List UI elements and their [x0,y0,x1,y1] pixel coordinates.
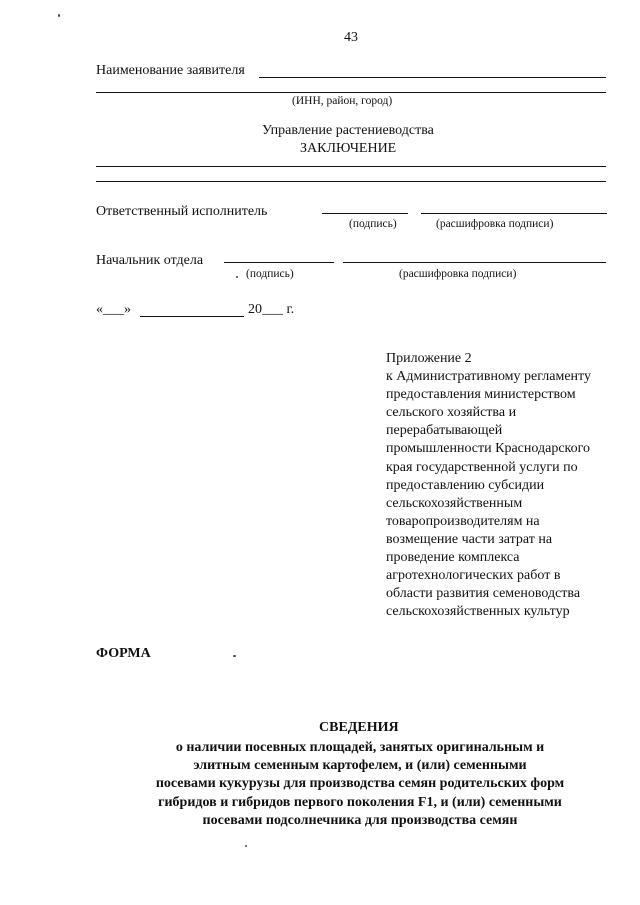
inn-caption: (ИНН, район, город) [292,95,393,107]
appendix-line: области развития семеноводства [386,586,581,602]
appendix-line: сельскохозяйственных культур [386,604,570,620]
date-month-line[interactable] [140,316,244,317]
date-year[interactable]: 20___ г. [248,302,295,317]
svedenia-title: СВЕДЕНИЯ [319,720,399,735]
responsible-label: Ответственный исполнитель [96,204,268,219]
applicant-name-line[interactable] [259,77,606,78]
appendix-line: проведение комплекса [386,550,520,566]
svedenia-line: посевами кукурузы для производства семян родительских форм [155,776,565,792]
appendix-line: агротехнологических работ в [386,568,561,584]
appendix-line: возмещение части затрат на [386,531,553,547]
appendix-line: сельскохозяйственным [386,495,523,511]
head-signature-caption: (подпись) [246,268,294,280]
appendix-block [386,350,626,621]
svedenia-line: гибридов и гибридов первого поколения F1, и (или) семенными [158,794,562,810]
head-decoding-caption: (расшифровка подписи) [399,268,517,280]
responsible-signature-line[interactable] [322,213,408,214]
page-number: 43 [344,30,358,45]
appendix-line: промышленности Краснодарского [386,441,591,457]
conclusion-line-1[interactable] [96,166,606,167]
date-day[interactable]: «___» [96,302,131,317]
head-decoding-line[interactable] [343,262,606,263]
applicant-details-line[interactable] [96,92,606,93]
scan-speck [58,14,60,17]
form-label: ФОРМА [96,646,151,661]
svedenia-line: посевами подсолнечника для производства семян [202,812,518,828]
svedenia-line: о наличии посевных площадей, занятых оригинальным и [175,740,545,755]
conclusion-line-2[interactable] [96,181,606,182]
scan-speck [233,655,236,657]
responsible-decoding-line[interactable] [421,213,607,214]
applicant-label: Наименование заявителя [96,63,245,78]
svedenia-subtitle [80,739,640,830]
appendix-line: перерабатывающей [386,423,503,439]
responsible-signature-caption: (подпись) [349,218,397,230]
head-signature-line[interactable] [224,262,334,263]
appendix-line: края государственной услуги по [386,459,578,475]
conclusion-title: ЗАКЛЮЧЕНИЕ [300,141,397,156]
appendix-line: предоставлению субсидии [386,477,545,493]
appendix-line: предоставления министерством [386,387,576,403]
appendix-line: товаропроизводителям на [386,513,540,529]
scan-speck [245,845,247,847]
appendix-line: Приложение 2 [386,351,472,366]
department-name: Управление растениеводства [262,123,434,138]
scan-speck [236,276,238,278]
appendix-line: к Административному регламенту [386,369,591,385]
responsible-decoding-caption: (расшифровка подписи) [436,218,554,230]
svedenia-line: элитным семенным картофелем, и (или) семенными [193,758,527,774]
appendix-line: сельского хозяйства и [386,405,517,421]
head-label: Начальник отдела [96,253,204,268]
